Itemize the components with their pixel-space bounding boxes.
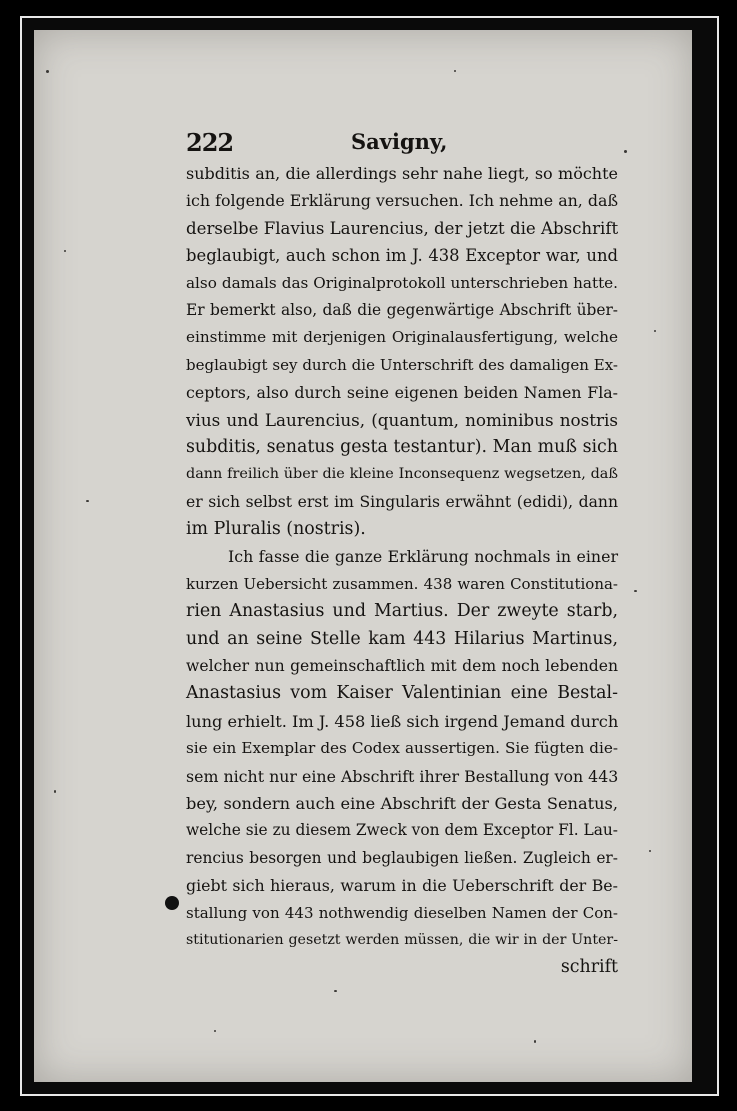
text-line: bey, sondern auch eine Abschrift der Gesta Senatus,	[186, 793, 618, 813]
text-line: Ich fasse die ganze Erklärung nochmals in einer	[228, 547, 618, 567]
text-line: dann freilich über die kleine Inconsequenz wegsetzen, daß	[186, 466, 618, 483]
text-line: Anastasius vom Kaiser Valentinian eine Bestal-	[186, 683, 618, 704]
text-line: sie ein Exemplar des Codex aussertigen. Sie fügten die-	[186, 739, 618, 758]
text-line: stitutionarien gesetzt werden müssen, die wir in der Unter-	[186, 931, 618, 948]
bullet-mark	[165, 896, 179, 910]
text-line: im Pluralis (nostris).	[186, 519, 366, 540]
text-line: er sich selbst erst im Singularis erwähnt (edidi), dann	[186, 492, 618, 511]
text-line: kurzen Uebersicht zusammen. 438 waren Constitutiona-	[186, 574, 618, 593]
text-line: giebt sich hieraus, warum in die Ueberschrift der Be-	[186, 876, 618, 896]
text-line: ceptors, also durch seine eigenen beiden Namen Fla-	[186, 383, 618, 403]
catchword: schrift	[560, 957, 618, 978]
page-number: 222	[186, 128, 234, 157]
text-line: lung erhielt. Im J. 458 ließ sich irgend Jemand durch	[186, 711, 619, 731]
text-line: also damals das Originalprotokoll unterschrieben hatte.	[186, 273, 618, 292]
text-line: stallung von 443 nothwendig dieselben Namen der Con-	[186, 903, 618, 922]
page-header	[186, 128, 606, 158]
text-line: Er bemerkt also, daß die gegenwärtige Abschrift über-	[186, 300, 618, 319]
text-line: sem nicht nur eine Abschrift ihrer Bestallung von 443	[186, 766, 619, 786]
text-line: einstimme mit derjenigen Originalausfertigung, welche	[186, 328, 618, 347]
text-line: welche sie zu diesem Zweck von dem Exceptor Fl. Lau-	[186, 821, 618, 840]
text-line: beglaubigt, auch schon im J. 438 Exceptor war, und	[186, 246, 618, 266]
text-line: rien Anastasius und Martius. Der zweyte starb,	[186, 601, 618, 622]
text-line: subditis an, die allerdings sehr nahe liegt, so möchte	[186, 164, 618, 183]
text-line: rencius besorgen und beglaubigen ließen. Zugleich er-	[186, 848, 618, 867]
text-line: und an seine Stelle kam 443 Hilarius Martinus,	[186, 628, 618, 649]
body-text	[186, 160, 618, 982]
text-line: beglaubigt sey durch die Unterschrift des damaligen Ex-	[186, 355, 618, 374]
text-line: subditis, senatus gesta testantur). Man muß sich	[186, 436, 618, 457]
text-line: ich folgende Erklärung versuchen. Ich nehme an, daß	[186, 191, 618, 211]
text-line: welcher nun gemeinschaftlich mit dem noch lebenden	[186, 657, 618, 676]
text-line: derselbe Flavius Laurencius, der jetzt die Abschrift	[186, 218, 619, 238]
text-line: vius und Laurencius, (quantum, nominibus nostris	[186, 409, 618, 430]
running-head: Savigny,	[351, 129, 448, 154]
